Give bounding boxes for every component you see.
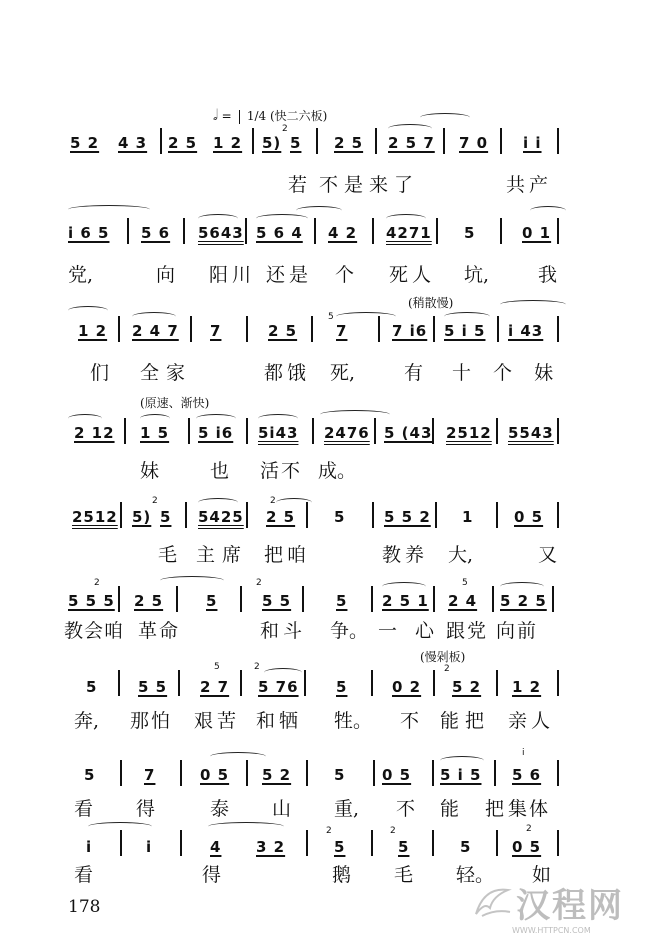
lyric: 亲人 (508, 710, 555, 732)
lyric: 和斗 (260, 620, 307, 642)
note-group: 5643 (198, 224, 244, 242)
bar-line (557, 670, 559, 696)
bar-line (557, 502, 559, 528)
note-group: 0 1 (522, 224, 552, 242)
slur (68, 414, 102, 423)
watermark-text: 汉程网 (516, 886, 624, 926)
note-group: 4 (210, 838, 222, 856)
grace-note: 5 (328, 312, 334, 322)
watermark (476, 878, 624, 935)
bar-line (372, 218, 374, 244)
bar-line (183, 218, 185, 244)
lyric: 跟党 向前 (446, 620, 539, 642)
note-group: 1 2 (78, 322, 108, 340)
lyric: 如 (532, 864, 552, 886)
lyric: 集体 (508, 798, 551, 820)
bar-line (245, 218, 247, 244)
lyric: 阳川 (209, 264, 256, 286)
note-group: 5 (160, 508, 172, 526)
slur (68, 205, 150, 214)
bar-line (497, 316, 499, 342)
bar-line (432, 760, 434, 786)
slur (140, 414, 170, 423)
note-group: 5543 (508, 424, 554, 442)
lyric: 看 (74, 864, 94, 886)
note-group: 5 76 (258, 678, 299, 696)
bar-line (496, 502, 498, 528)
grace-note: 2 (526, 824, 532, 834)
bar-line (120, 760, 122, 786)
note-group: 3 2 (256, 838, 286, 856)
note-group: 5 (334, 838, 346, 856)
slur (264, 668, 302, 677)
bar-line (127, 218, 129, 244)
grace-note: 5 (214, 662, 220, 672)
lyric: 轻。 (456, 864, 495, 886)
bar-line (120, 502, 122, 528)
lyric: 看 (74, 798, 94, 820)
note-group: 2 5 (268, 322, 298, 340)
lyric: 一 心 (378, 620, 441, 642)
lyric: 鹅 (332, 864, 352, 886)
bar-line (373, 760, 375, 786)
lyric: 重, (334, 798, 360, 820)
bar-line (500, 128, 502, 154)
lyric: 不 (396, 798, 416, 820)
lyric: 大, (448, 544, 474, 566)
note-group: 0 5 (382, 766, 412, 784)
note-group: i 6 5 (68, 224, 110, 242)
lyric: 坑, (464, 264, 490, 286)
lyric: 十 个 妹 (452, 362, 562, 384)
lyric: 又 (538, 544, 558, 566)
slur (208, 822, 284, 831)
note-group: 5) (132, 508, 152, 526)
tempo-marking (213, 106, 327, 124)
note-group: 2 5 1 (382, 592, 429, 610)
note-group: 2512 (72, 508, 118, 526)
slur (198, 214, 238, 223)
grace-note: 2 (256, 578, 262, 588)
note-group: i (86, 838, 93, 856)
lyric: 死人 (389, 264, 436, 286)
tempo-eq: = (221, 109, 232, 123)
note-group: 5 (206, 592, 218, 610)
note-group: 5) (262, 134, 282, 152)
bar-line (246, 502, 248, 528)
bar-line (557, 128, 559, 154)
note-group: 2 4 7 (132, 322, 179, 340)
grace-note: i (522, 748, 525, 758)
lyric: 得 (136, 798, 156, 820)
slur (440, 756, 484, 765)
note-group: 5 6 (512, 766, 542, 784)
bar-line (311, 316, 313, 342)
bar-line (188, 418, 190, 444)
bar-line (371, 830, 373, 856)
slur (444, 312, 490, 321)
bar-line (557, 418, 559, 444)
note-group: 5 2 (262, 766, 292, 784)
note-group: 2 5 (134, 592, 164, 610)
bar-line (433, 670, 435, 696)
note-group: 2 12 (74, 424, 115, 442)
note-group: 5425 (198, 508, 244, 526)
note-group: 7 (144, 766, 156, 784)
tempo-bar (239, 110, 241, 124)
note-group: 1 5 (140, 424, 170, 442)
grace-note: 2 (254, 662, 260, 672)
lyric: 若 (288, 174, 308, 196)
note-group: 5 (336, 592, 348, 610)
bar-line (557, 830, 559, 856)
slur (256, 214, 308, 223)
note-group: 5 i 5 (440, 766, 482, 784)
bar-line (436, 218, 438, 244)
note-group: 5 (43 (384, 424, 433, 442)
slur (500, 300, 566, 309)
lyric: 能把 (440, 710, 491, 732)
bar-line (496, 670, 498, 696)
page-number: 178 (68, 897, 101, 917)
lyric: 奔, (74, 710, 100, 732)
note-group: 0 5 (512, 838, 542, 856)
note-group: 7 (210, 322, 222, 340)
lyric: 革命 (138, 620, 181, 642)
note-group: 2 5 (168, 134, 198, 152)
bar-line (496, 418, 498, 444)
note-group: 5 2 5 (500, 592, 547, 610)
lyric: 毛 (394, 864, 414, 886)
note-group: i 43 (508, 322, 544, 340)
note-group: 0 5 (200, 766, 230, 784)
lyric: 成。 (318, 460, 357, 482)
grace-note: 2 (152, 496, 158, 506)
bar-line (432, 418, 434, 444)
note-group: 5 (398, 838, 410, 856)
note-group: 0 5 (514, 508, 544, 526)
slur (530, 206, 566, 215)
slur (132, 312, 176, 321)
bar-line (185, 502, 187, 528)
bar-line (552, 586, 554, 612)
slur (296, 206, 342, 215)
bar-line (124, 418, 126, 444)
annotation-slightly-slow: (稍散慢) (408, 296, 454, 310)
note-group: 5 (334, 766, 346, 784)
bar-line (180, 830, 182, 856)
bar-line (378, 316, 380, 342)
bar-line (304, 670, 306, 696)
lyric: 们 (90, 362, 110, 384)
lyric: 妹 (140, 460, 160, 482)
lyric: 个 (335, 264, 355, 286)
note-group: 5 5 2 (384, 508, 431, 526)
grace-note: 2 (282, 124, 288, 134)
watermark-url: WWW.HTTPCN.COM (512, 926, 591, 935)
note-group: 5 5 (262, 592, 292, 610)
note-group: 5 5 5 (68, 592, 115, 610)
lyric: 泰 (210, 798, 230, 820)
note-group: 4 3 (118, 134, 148, 152)
lyric: 能 把 (440, 798, 515, 820)
note-group: 1 2 (512, 678, 542, 696)
lyric: 共产 (506, 174, 553, 196)
bar-line (118, 670, 120, 696)
tempo-note-icon: 𝅗𝅥 (213, 106, 218, 124)
lyric: 毛 (158, 544, 178, 566)
bar-line (314, 218, 316, 244)
lyric: 也 (210, 460, 230, 482)
bar-line (374, 418, 376, 444)
bar-line (160, 128, 162, 154)
bar-line (443, 128, 445, 154)
lyric: 活不 (260, 460, 303, 482)
lyric: 争。 (330, 620, 369, 642)
bar-line (190, 316, 192, 342)
lyric: 都饿 (264, 362, 311, 384)
note-group: 5 (336, 678, 348, 696)
grace-note: 2 (326, 826, 332, 836)
bar-line (180, 760, 182, 786)
bar-line (178, 670, 180, 696)
lyric: 席 (222, 544, 242, 566)
bar-line (500, 218, 502, 244)
slur (160, 576, 224, 585)
grace-note: 2 (270, 496, 276, 506)
bar-line (316, 128, 318, 154)
bar-line (240, 586, 242, 612)
bar-line (120, 830, 122, 856)
lyric: 不是来了 (319, 174, 420, 196)
slur (68, 306, 108, 315)
bar-line (252, 128, 254, 154)
slur (336, 312, 396, 321)
note-group: 5 i6 (198, 424, 234, 442)
bar-line (432, 830, 434, 856)
bar-line (557, 316, 559, 342)
bar-line (494, 760, 496, 786)
lyric: 还是 (266, 264, 313, 286)
bar-line (246, 316, 248, 342)
bar-line (240, 670, 242, 696)
watermark-logo-icon (472, 884, 512, 920)
note-group: 2 5 7 (388, 134, 435, 152)
note-group: 2 4 (448, 592, 478, 610)
note-group: 7 0 (459, 134, 489, 152)
lyric: 教养 (382, 544, 429, 566)
bar-line (433, 586, 435, 612)
slur (382, 582, 426, 591)
note-group: 5 i 5 (444, 322, 486, 340)
bar-line (176, 586, 178, 612)
note-group: 7 (336, 322, 348, 340)
lyric: 不 (400, 710, 420, 732)
lyric: 和牺 (256, 710, 303, 732)
bar-line (246, 760, 248, 786)
note-group: i i (523, 134, 542, 152)
tempo-mark: (快二六板) (269, 109, 328, 123)
bar-line (371, 586, 373, 612)
bar-line (312, 418, 314, 444)
note-group: 1 2 (213, 134, 243, 152)
bar-line (372, 502, 374, 528)
note-group: 1 (462, 508, 474, 526)
annotation-back-to-speed: (原速、渐快) (140, 396, 210, 410)
slur (210, 752, 266, 761)
slur (258, 414, 298, 423)
lyric: 得 (202, 864, 222, 886)
annotation-slow-rocking: (慢剁板) (420, 650, 466, 664)
bar-line (435, 502, 437, 528)
note-group: 2512 (446, 424, 492, 442)
tempo-meter: 1/4 (246, 109, 267, 123)
bar-line (492, 586, 494, 612)
lyric: 党, (68, 264, 94, 286)
grace-note: 2 (390, 826, 396, 836)
note-group: 5 2 (70, 134, 100, 152)
lyric: 艰苦 (194, 710, 241, 732)
grace-note: 5 (462, 578, 468, 588)
bar-line (118, 586, 120, 612)
lyric: 我 (538, 264, 558, 286)
bar-line (433, 316, 435, 342)
bar-line (306, 830, 308, 856)
bar-line (246, 418, 248, 444)
lyric: 有 (404, 362, 424, 384)
note-group: 4271 (386, 224, 432, 242)
slur (388, 124, 432, 133)
lyric: 山 (272, 798, 292, 820)
slur (500, 582, 544, 591)
lyric: 全 (140, 362, 160, 384)
note-group: 5 (334, 508, 346, 526)
note-group: 5i43 (258, 424, 299, 442)
note-group: 2 5 (334, 134, 364, 152)
note-group: 5 (86, 678, 98, 696)
bar-line (371, 670, 373, 696)
note-group: 2 7 (200, 678, 230, 696)
note-group: 5 6 4 (256, 224, 303, 242)
note-group: 5 (460, 838, 472, 856)
note-group: 5 (464, 224, 476, 242)
lyric: 家 (166, 362, 186, 384)
bar-line (306, 760, 308, 786)
slur (196, 414, 236, 423)
lyric: 把咱 (264, 544, 311, 566)
bar-line (302, 586, 304, 612)
note-group: 2476 (324, 424, 370, 442)
note-group: 4 2 (328, 224, 358, 242)
slur (386, 214, 426, 223)
bar-line (118, 316, 120, 342)
note-group: 5 (290, 134, 302, 152)
lyric: 主 (196, 544, 216, 566)
slur (320, 410, 390, 419)
lyric: 教会咱 (64, 620, 125, 642)
slur (198, 498, 238, 507)
grace-note: 2 (94, 578, 100, 588)
note-group: 5 6 (141, 224, 171, 242)
bar-line (306, 502, 308, 528)
note-group: 5 (84, 766, 96, 784)
bar-line (557, 760, 559, 786)
note-group: i (146, 838, 153, 856)
note-group: 7 i6 (392, 322, 428, 340)
lyric: 死, (330, 362, 356, 384)
note-group: 5 2 (452, 678, 482, 696)
bar-line (557, 218, 559, 244)
lyric: 那怕 (130, 710, 173, 732)
slur (420, 113, 470, 122)
note-group: 2 5 (266, 508, 296, 526)
note-group: 0 2 (392, 678, 422, 696)
lyric: 牲。 (334, 710, 373, 732)
note-group: 5 5 (138, 678, 168, 696)
bar-line (496, 830, 498, 856)
grace-note: 2 (444, 664, 450, 674)
bar-line (375, 128, 377, 154)
lyric: 向 (156, 264, 176, 286)
